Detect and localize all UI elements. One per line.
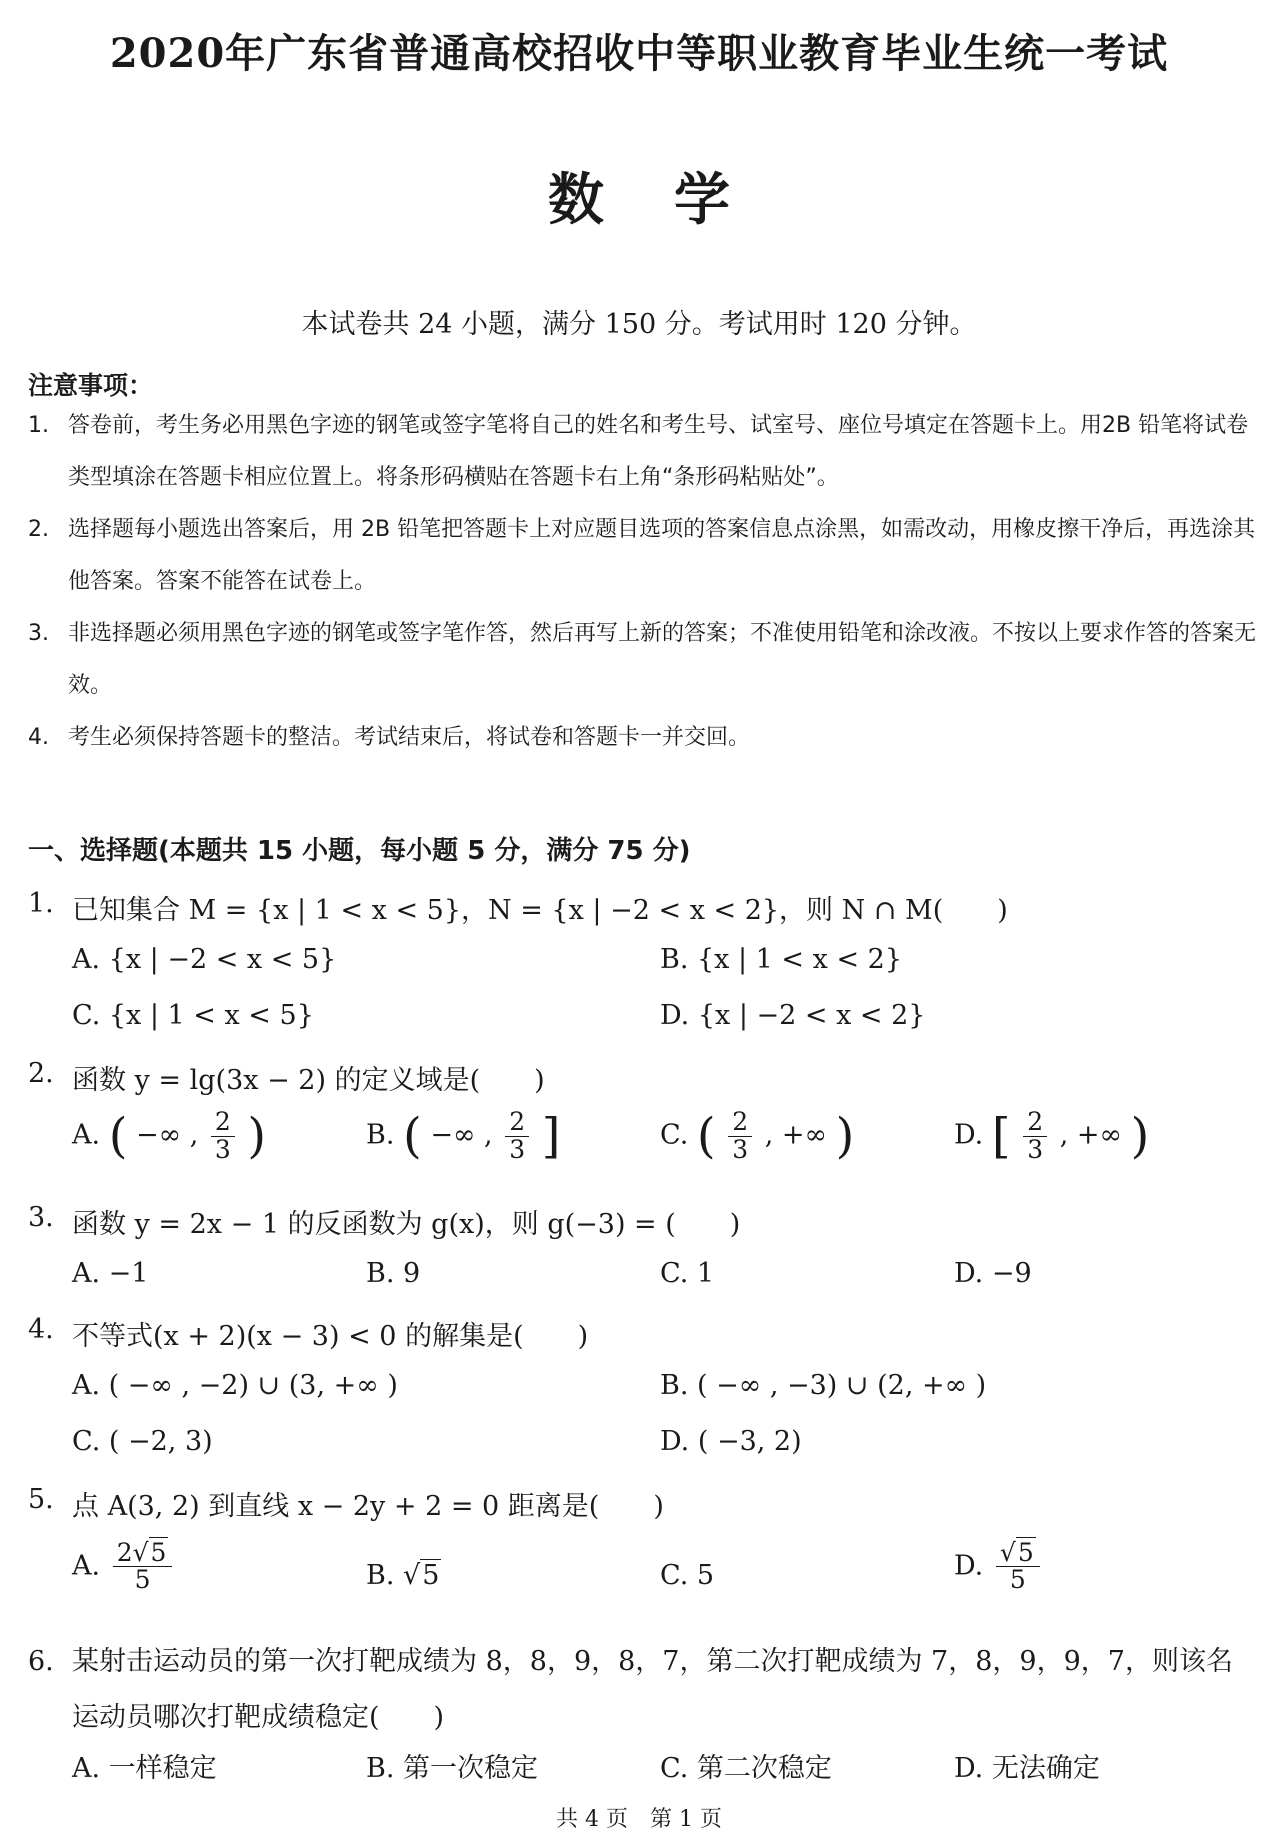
radicand: 5 bbox=[1017, 1538, 1034, 1567]
option-label: D. bbox=[954, 1550, 984, 1582]
option-c: C. ( −2, 3) bbox=[72, 1426, 213, 1457]
option-a: A. 一样稳定 bbox=[72, 1753, 217, 1784]
option-d: D. {x | −2 < x < 2} bbox=[660, 1000, 926, 1031]
notice-item-number: 2. bbox=[28, 517, 49, 542]
option-c: C. 1 bbox=[660, 1258, 715, 1289]
question-1 bbox=[28, 888, 1008, 927]
notice-item-text: 考生必须保持答题卡的整洁。考试结束后，将试卷和答题卡一并交回。 bbox=[68, 725, 751, 750]
question-number: 1. bbox=[28, 888, 54, 919]
fraction bbox=[728, 1109, 752, 1163]
question-stem: 某射击运动员的第一次打靶成绩为 8，8，9，8，7，第二次打靶成绩为 7，8，9，9，7，则该名运动员哪次打靶成绩稳定( ) bbox=[72, 1646, 1233, 1733]
exam-intro: 本试卷共 24 小题，满分 150 分。考试用时 120 分钟。 bbox=[301, 309, 977, 340]
option-c: C. 第二次稳定 bbox=[660, 1753, 832, 1784]
left-bracket: ( bbox=[696, 1108, 716, 1164]
option-c bbox=[660, 1108, 854, 1164]
right-bracket: ) bbox=[835, 1108, 855, 1164]
root-sign: √ bbox=[999, 1538, 1016, 1567]
fraction-denominator: 3 bbox=[1027, 1134, 1044, 1164]
root-sign: √ bbox=[403, 1560, 421, 1591]
option-b bbox=[366, 1108, 560, 1164]
interval-part: −∞ , bbox=[136, 1119, 199, 1151]
notice-item-number: 3. bbox=[28, 621, 49, 646]
option-d: D. −9 bbox=[954, 1258, 1032, 1289]
option-label: B. bbox=[366, 1560, 395, 1591]
fraction bbox=[996, 1540, 1040, 1594]
option-d: D. 无法确定 bbox=[954, 1753, 1100, 1784]
option-label: A. bbox=[72, 1119, 101, 1151]
question-stem: 点 A(3, 2) 到直线 x − 2y + 2 = 0 距离是( ) bbox=[72, 1491, 664, 1522]
interval-part: −∞ , bbox=[430, 1119, 493, 1151]
question-number: 4. bbox=[28, 1314, 54, 1345]
question-stem: 已知集合 M = {x | 1 < x < 5}，N = {x | −2 < x < 2}，则 N ∩ M( ) bbox=[72, 895, 1008, 926]
option-d: D. ( −3, 2) bbox=[660, 1426, 802, 1457]
fraction-numerator: 2 bbox=[728, 1109, 752, 1136]
question-stem: 函数 y = 2x − 1 的反函数为 g(x)，则 g(−3) = ( ) bbox=[72, 1209, 741, 1240]
fraction bbox=[505, 1109, 529, 1163]
notice-item bbox=[28, 400, 1258, 504]
coefficient: 2 bbox=[116, 1538, 133, 1567]
notice-item bbox=[28, 504, 1258, 608]
page-footer: 共 4 页 第 1 页 bbox=[556, 1807, 722, 1832]
right-bracket: ] bbox=[541, 1108, 561, 1164]
option-a: A. ( −∞ , −2) ∪ (3, +∞ ) bbox=[72, 1370, 398, 1401]
subject-char-2: 学 bbox=[674, 167, 730, 233]
radicand: 5 bbox=[150, 1538, 167, 1567]
option-a: A. {x | −2 < x < 5} bbox=[72, 944, 337, 975]
option-b: B. ( −∞ , −3) ∪ (2, +∞ ) bbox=[660, 1370, 987, 1401]
notice-item-number: 1. bbox=[28, 413, 49, 438]
question-5 bbox=[28, 1484, 664, 1523]
option-b bbox=[366, 1560, 441, 1591]
fraction-denominator: 3 bbox=[214, 1134, 231, 1164]
left-bracket: ( bbox=[108, 1108, 128, 1164]
question-number: 5. bbox=[28, 1484, 54, 1515]
option-d bbox=[954, 1540, 1044, 1594]
sqrt-expression bbox=[1000, 1540, 1036, 1566]
fraction bbox=[1023, 1109, 1047, 1163]
question-number: 3. bbox=[28, 1202, 54, 1233]
option-b: B. 9 bbox=[366, 1258, 421, 1289]
notice-item-text: 选择题每小题选出答案后，用 2B 铅笔把答题卡上对应题目选项的答案信息点涂黑，如需改动，用橡皮擦干净后，再选涂其他答案。答案不能答在试卷上。 bbox=[68, 517, 1256, 594]
option-label: D. bbox=[954, 1119, 984, 1151]
right-bracket: ) bbox=[1130, 1108, 1150, 1164]
notice-heading: 注意事项： bbox=[28, 371, 154, 400]
option-c: C. 5 bbox=[660, 1560, 715, 1591]
option-a: A. −1 bbox=[72, 1258, 149, 1289]
fraction-numerator: 2 bbox=[1023, 1109, 1047, 1136]
root-sign: √ bbox=[132, 1538, 149, 1567]
question-stem: 函数 y = lg(3x − 2) 的定义域是( ) bbox=[72, 1065, 545, 1096]
notice-item bbox=[28, 712, 1258, 764]
notice-item bbox=[28, 608, 1258, 712]
subject-title bbox=[0, 156, 1278, 236]
fraction-numerator: 2 bbox=[211, 1109, 235, 1136]
fraction bbox=[113, 1540, 173, 1594]
fraction-numerator bbox=[996, 1540, 1040, 1567]
fraction-denominator: 5 bbox=[134, 1565, 151, 1595]
notice-item-text: 答卷前，考生务必用黑色字迹的钢笔或签字笔将自己的姓名和考生号、试室号、座位号填定在答题卡上。用2B 铅笔将试卷类型填涂在答题卡相应位置上。将条形码横贴在答题卡右上角“条形码粘贴处”。 bbox=[68, 413, 1249, 490]
fraction-denominator: 3 bbox=[509, 1134, 526, 1164]
fraction bbox=[211, 1109, 235, 1163]
notice-item-number: 4. bbox=[28, 725, 49, 750]
sqrt-expression bbox=[403, 1560, 441, 1591]
fraction-denominator: 3 bbox=[732, 1134, 749, 1164]
interval-part: , +∞ bbox=[764, 1119, 827, 1151]
question-number: 2. bbox=[28, 1058, 54, 1089]
radicand: 5 bbox=[422, 1560, 440, 1591]
option-label: C. bbox=[660, 1119, 689, 1151]
fraction-denominator: 5 bbox=[1009, 1565, 1026, 1595]
sqrt-expression bbox=[133, 1540, 169, 1566]
right-bracket: ) bbox=[247, 1108, 267, 1164]
question-stem: 不等式(x + 2)(x − 3) < 0 的解集是( ) bbox=[72, 1321, 589, 1352]
fraction-numerator: 2 bbox=[505, 1109, 529, 1136]
interval-part: , +∞ bbox=[1059, 1119, 1122, 1151]
subject-char-1: 数 bbox=[548, 167, 604, 233]
fraction-numerator bbox=[113, 1540, 173, 1567]
option-a bbox=[72, 1540, 176, 1594]
option-b: B. 第一次稳定 bbox=[366, 1753, 539, 1784]
section-heading: 一、选择题(本题共 15 小题，每小题 5 分，满分 75 分) bbox=[28, 836, 691, 866]
left-bracket: ( bbox=[403, 1108, 422, 1164]
option-c: C. {x | 1 < x < 5} bbox=[72, 1000, 314, 1031]
question-6 bbox=[28, 1634, 1258, 1746]
left-bracket: [ bbox=[991, 1108, 1011, 1164]
question-3 bbox=[28, 1202, 740, 1241]
question-number: 6. bbox=[28, 1646, 54, 1677]
option-a bbox=[72, 1108, 266, 1164]
option-b: B. {x | 1 < x < 2} bbox=[660, 944, 903, 975]
question-4 bbox=[28, 1314, 588, 1353]
option-label: B. bbox=[366, 1119, 395, 1151]
question-2 bbox=[28, 1058, 545, 1097]
notice-item-text: 非选择题必须用黑色字迹的钢笔或签字笔作答，然后再写上新的答案；不准使用铅笔和涂改液。不按以上要求作答的答案无效。 bbox=[68, 621, 1257, 698]
exam-title: 2020年广东省普通高校招收中等职业教育毕业生统一考试 bbox=[109, 30, 1169, 77]
option-label: A. bbox=[72, 1550, 101, 1582]
option-d bbox=[954, 1108, 1149, 1164]
